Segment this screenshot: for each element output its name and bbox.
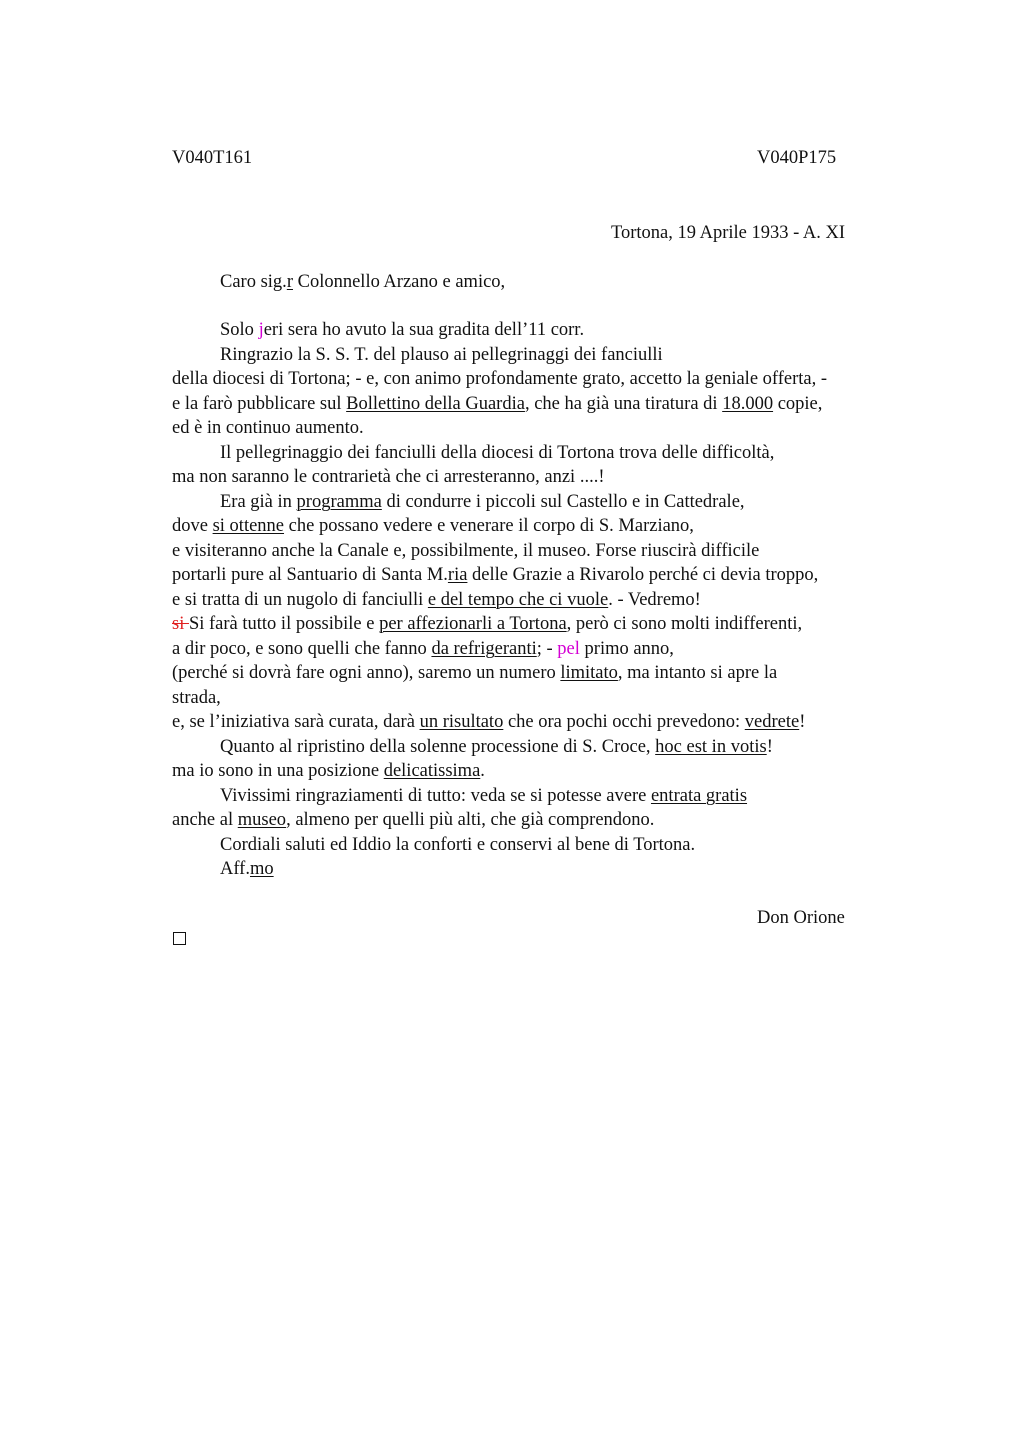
closing-text: Aff. [220,859,250,879]
closing [220,857,274,881]
header-right-code: V040P175 [757,148,837,168]
underlined: un risultato [419,712,504,732]
dateline: Tortona, 19 Aprile 1933 - A. XI [611,223,846,243]
text: Vivissimi ringraziamenti di tutto: veda se si potesse avere [220,786,651,806]
underlined: ria [447,565,468,585]
underlined: da refrigeranti [431,639,537,659]
p5-line-2 [172,759,485,783]
underlined: entrata gratis [650,786,748,806]
p5-line-1 [220,735,773,759]
text: e la farò pubblicare sul [172,394,347,414]
p3-line-2: ma non saranno le contrarietà che ci arresteranno, anzi ....! [172,467,605,487]
text: , che ha già una tiratura di [524,394,723,414]
text: portarli pure al Santuario di Santa M. [172,565,448,585]
salutation-text: Caro sig. [220,272,287,292]
p4-line-9: strada, [172,688,221,708]
text: delle Grazie a Rivarolo perché ci devia troppo, [467,565,819,585]
underlined: vedrete [744,712,800,732]
p6-line-1 [220,784,747,808]
insertion: j [258,320,264,340]
salutation-abbrev: r [286,272,293,292]
underlined: Bollettino della Guardia [346,394,525,414]
p2-line-1: Ringrazio la S. S. T. del plauso ai pellegrinaggi dei fanciulli [220,345,663,365]
text: , ma intanto si apre la [617,663,778,683]
text: di condurre i piccoli sul Castello e in Cattedrale, [381,492,745,512]
underlined: e del tempo che ci vuole [427,590,609,610]
text: ! [766,737,773,757]
text: , almeno per quelli più alti, che già comprendono. [286,810,655,830]
underlined: limitato [560,663,618,683]
text: (perché si dovrà fare ogni anno), saremo un numero [172,663,561,683]
signature: Don Orione [757,908,845,928]
p1-line [220,318,584,342]
underlined: delicatissima [383,761,481,781]
p4-line-10 [172,710,805,734]
salutation [220,270,505,294]
text: . - Vedremo! [608,590,701,610]
p4-line-1 [220,490,745,514]
p4-line-3: e visiteranno anche la Canale e, possibilmente, il museo. Forse riuscirà difficile [172,541,760,561]
p2-line-2: della diocesi di Tortona; - e, con animo profondamente grato, accetto la geniale offerta, - [172,369,828,389]
underlined: per affezionarli a Tortona [379,614,567,634]
text: eri sera ho avuto la sua gradita dell’11 corr. [263,320,585,340]
text: dove [172,516,213,536]
header-left-code: V040T161 [172,148,253,168]
p4-line-2 [172,514,694,538]
end-box-icon [173,932,186,945]
p7-line: Cordiali saluti ed Iddio la conforti e conservi al bene di Tortona. [220,835,696,855]
salutation-rest: Colonnello Arzano e amico, [292,272,506,292]
deletion: si [172,614,189,634]
p4-line-6 [172,612,802,636]
text: ma io sono in una posizione [172,761,384,781]
text: e si tratta di un nugolo di fanciulli [172,590,428,610]
text: primo anno, [579,639,674,659]
text: a dir poco, e sono quelli che fanno [172,639,432,659]
underlined: 18.000 [722,394,774,414]
text: , però ci sono molti indifferenti, [566,614,803,634]
p4-line-7 [172,637,674,661]
text: che possano vedere e venerare il corpo di S. Marziano, [284,516,694,536]
p4-line-8 [172,661,777,685]
p4-line-4 [172,563,818,587]
underlined: programma [296,492,382,512]
underlined: hoc est in votis [655,737,767,757]
p3-line-1: Il pellegrinaggio dei fanciulli della diocesi di Tortona trova delle difficoltà, [220,443,775,463]
text: ; - [536,639,558,659]
text: che ora pochi occhi prevedono: [503,712,745,732]
text: . [480,761,485,781]
p6-line-2 [172,808,654,832]
insertion: pel [557,639,580,659]
p2-line-3 [172,392,822,416]
text: e, se l’iniziativa sarà curata, darà [172,712,420,732]
text: copie, [773,394,823,414]
p4-line-5 [172,588,701,612]
text: Quanto al ripristino della solenne processione di S. Croce, [220,737,656,757]
text: anche al [172,810,238,830]
p2-line-4: ed è in continuo aumento. [172,418,364,438]
text: Era già in [220,492,297,512]
text: Si farà tutto il possibile e [188,614,380,634]
underlined: si ottenne [212,516,285,536]
text: Solo [220,320,259,340]
underlined: museo [237,810,287,830]
closing-abbrev: mo [249,859,274,879]
text: ! [799,712,806,732]
